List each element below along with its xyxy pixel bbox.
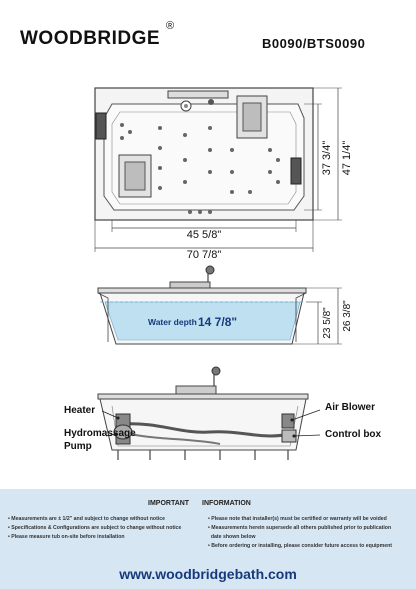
left-note-2: • Specifications & Configurations are subject to change without notice (8, 525, 182, 531)
tub-rim (98, 288, 306, 293)
right-note-1: • Please note that installer(s) must be certified or warranty will be voided (208, 516, 387, 522)
right-note-2: • Measurements herein supersede all others published prior to publication (208, 525, 392, 531)
outer-height-label: 26 3/8" (342, 300, 353, 332)
right-notes (208, 516, 392, 549)
website-link[interactable]: www.woodbridgebath.com (119, 566, 297, 582)
water-depth-value: 14 7/8" (198, 315, 238, 329)
handshower-head-icon-2 (212, 367, 220, 375)
side-view-drawing (0, 262, 416, 362)
important-heading: IMPORTANT (148, 500, 190, 507)
headrest-pillow-bottom-left-inner (125, 162, 145, 190)
top-view-drawing (0, 0, 416, 270)
registered-mark: ® (166, 20, 175, 32)
equipment-view-drawing (0, 362, 416, 472)
water-depth-label: Water depth (148, 317, 197, 327)
headrest-pillow-right (291, 158, 301, 184)
inner-width-label: 45 5/8" (186, 229, 222, 241)
handshower-head-icon (206, 266, 214, 274)
headrest-pillow-left (96, 113, 106, 139)
left-note-3: • Please measure tub on-site before installation (8, 534, 125, 540)
heater-callout: Heater (64, 405, 96, 416)
outer-width-label: 70 7/8" (186, 249, 222, 261)
right-note-4: • Before ordering or installing, please consider future access to equipment (208, 543, 392, 549)
right-note-3: date shown below (208, 534, 256, 540)
model-number: B0090/BTS0090 (262, 36, 366, 51)
tub-rim-2 (98, 394, 308, 399)
headrest-pillow-top-right-inner (243, 103, 261, 131)
control-box-callout: Control box (325, 429, 382, 440)
left-notes (8, 516, 181, 540)
left-note-1: • Measurements are ± 1/2" and subject to change without notice (8, 516, 166, 522)
hydromassage-pump-callout: Hydromassage Pump (64, 428, 136, 452)
outer-depth-label: 47 1/4" (341, 140, 353, 176)
faucet-deck (168, 91, 228, 98)
handshower-icon (208, 99, 214, 105)
inner-height-label: 23 5/8" (322, 307, 333, 339)
air-blower-callout: Air Blower (325, 402, 376, 413)
drain-center (184, 104, 188, 108)
brand-name: WOODBRIDGE (20, 28, 161, 49)
information-heading: INFORMATION (202, 500, 251, 507)
inner-depth-label: 37 3/4" (321, 140, 333, 176)
